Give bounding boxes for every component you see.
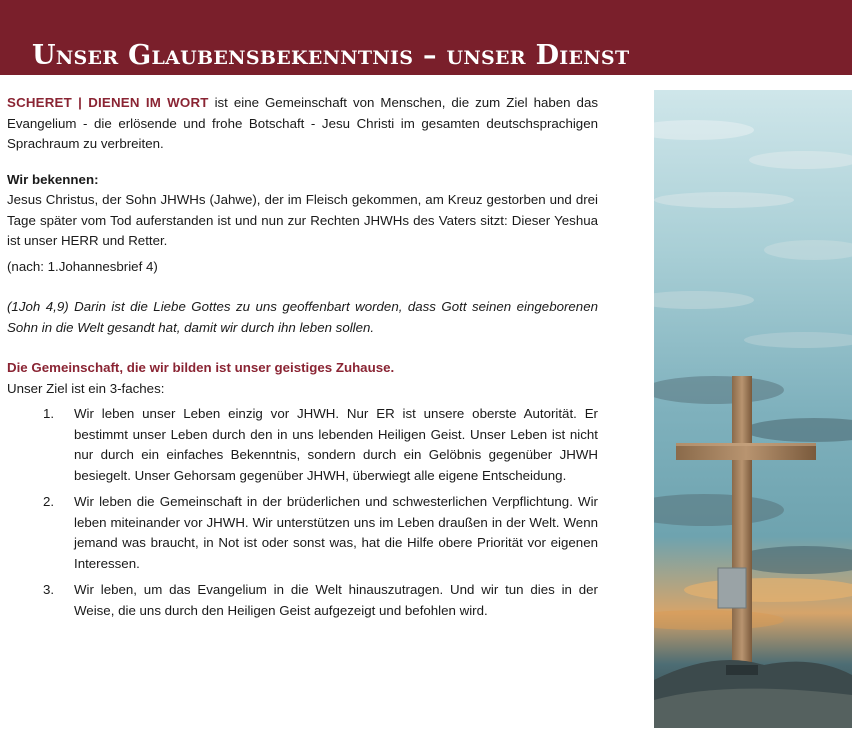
list-item — [7, 404, 598, 486]
list-item-number: 3. — [43, 582, 55, 597]
cross-on-hill-image — [654, 90, 852, 728]
list-item — [7, 580, 598, 621]
goal-list — [7, 404, 598, 621]
list-item-text: Wir leben unser Leben einzig vor JHWH. Nur ER ist unsere oberste Autorität. Er bestimmt unser Leben durch den in uns lebenden Heiligen Geist. Unser Leben ist nicht nur durch ein einfaches Bekenntnis, sondern durch ein Gelöbnis gegenüber JHWH besiegelt. Unser Gehorsam gegenüber JHWH, überwiegt alle eigene Entscheidung. — [74, 406, 598, 483]
page-title: Unser Glaubensbekenntnis – unser Dienst — [32, 40, 630, 71]
header-bar — [0, 0, 852, 75]
confession-source: (nach: 1.Johannesbrief 4) — [7, 258, 158, 274]
list-item-text: Wir leben die Gemeinschaft in der brüderlichen und schwesterlichen Verpflichtung. Wir leben miteinander vor JHWH. Wir unterstützen uns im Leben draußen in der Welt. Wenn jemand was braucht, in Not ist oder sonst was, hat die Hilfe obere Priorität vor eigenen Interessen. — [74, 494, 598, 571]
intro-text: ist eine Gemeinschaft von Menschen, die zum Ziel haben das Evangelium - die erlösende und frohe Botschaft - Jesu Christi im gesamten deutschsprachigen Sprachraum zu verbreiten. — [7, 95, 598, 151]
list-item-text: Wir leben, um das Evangelium in die Welt hinauszutragen. Und wir tun dies in der Weise, die uns durch den Heiligen Geist aufgezeigt und befohlen wird. — [74, 582, 598, 618]
confession-text: Jesus Christus, der Sohn JHWHs (Jahwe), der im Fleisch gekommen, am Kreuz gestorben und drei Tage später vom Tod auferstanden ist und nun zur Rechten JHWHs des Vaters sitzt: Dieser Yeshua ist unser HERR und Retter. — [7, 192, 598, 248]
list-item — [7, 492, 598, 574]
organization-name: SCHERET | DIENEN IM WORT — [7, 95, 209, 110]
list-item-number: 1. — [43, 406, 55, 421]
list-item-number: 2. — [43, 494, 55, 509]
intro-paragraph — [7, 93, 598, 155]
goal-intro: Unser Ziel ist ein 3-faches: — [7, 380, 165, 396]
confession-heading: Wir bekennen: — [7, 171, 99, 187]
main-content — [7, 93, 598, 627]
community-heading: Die Gemeinschaft, die wir bilden ist unser geistiges Zuhause. — [7, 360, 395, 375]
bible-verse: (1Joh 4,9) Darin ist die Liebe Gottes zu uns geoffenbart worden, dass Gott seinen eingeborenen Sohn in die Welt gesandt hat, damit wir durch ihn leben sollen. — [7, 299, 598, 335]
